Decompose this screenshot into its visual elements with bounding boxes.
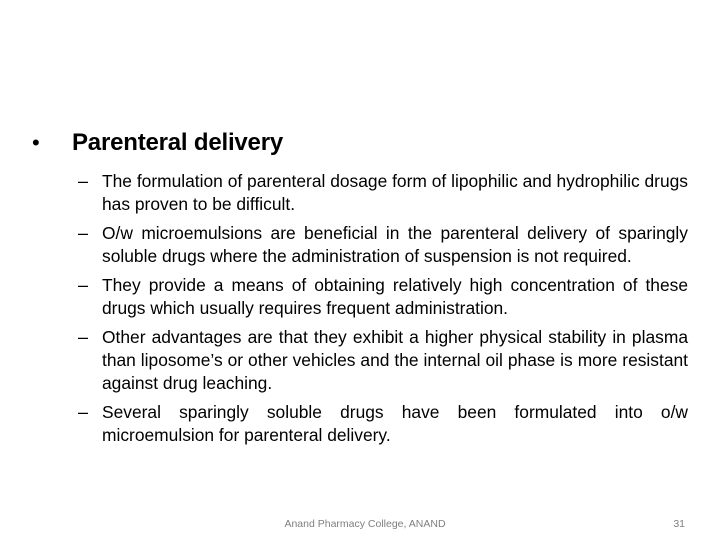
dash-icon: – — [78, 402, 89, 422]
slide-footer — [0, 516, 728, 532]
slide-heading: Parenteral delivery — [72, 129, 283, 156]
list-item — [78, 170, 688, 216]
page-number: 31 — [673, 518, 685, 530]
list-item-text: O/w microemulsions are beneficial in the parenteral delivery of sparingly soluble drugs where the administration of suspension is not required. — [102, 223, 688, 266]
list-item — [78, 401, 688, 447]
bullet-icon: • — [32, 130, 40, 155]
list-item-text: The formulation of parenteral dosage form of lipophilic and hydrophilic drugs has proven to be difficult. — [102, 171, 688, 214]
footer-text: Anand Pharmacy College, ANAND — [284, 518, 446, 530]
dash-icon: – — [78, 223, 89, 243]
list-item — [78, 274, 688, 320]
main-bullet — [30, 128, 690, 158]
list-item-text: They provide a means of obtaining relatively high concentration of these drugs which usually requires frequent administration. — [102, 275, 688, 318]
dash-icon: – — [78, 171, 89, 191]
list-item-text: Other advantages are that they exhibit a higher physical stability in plasma than liposome’s or other vehicles and the internal oil phase is more resistant against drug leaching. — [102, 327, 688, 393]
sub-bullet-list — [78, 170, 688, 453]
list-item — [78, 326, 688, 395]
list-item — [78, 222, 688, 268]
dash-icon: – — [78, 275, 89, 295]
list-item-text: Several sparingly soluble drugs have been formulated into o/w microemulsion for parenteral delivery. — [102, 402, 688, 445]
dash-icon: – — [78, 327, 89, 347]
